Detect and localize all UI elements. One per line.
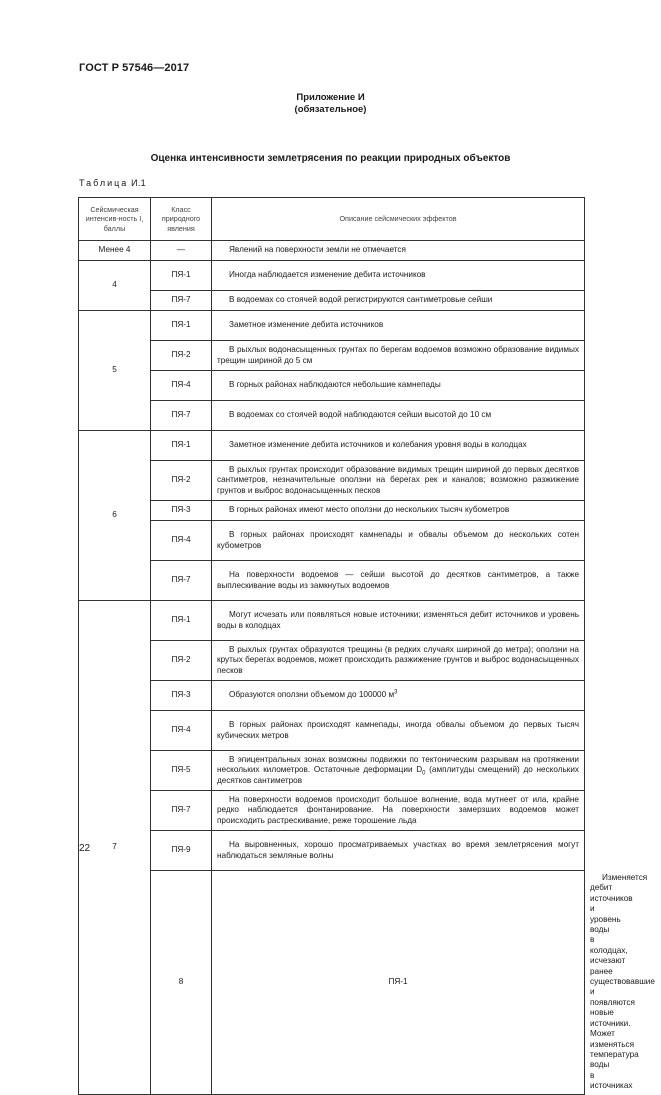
intensity-cell: 8 — [151, 871, 212, 1095]
table-row — [79, 261, 585, 291]
class-cell: ПЯ-7 — [151, 401, 212, 431]
description-cell: Явлений на поверхности земли не отмечается — [212, 241, 585, 261]
class-cell: ПЯ-2 — [151, 641, 212, 681]
document-title: Оценка интенсивности землетрясения по реакции природных объектов — [150, 153, 511, 164]
description-text: В эпицентральных зонах возможны подвижки по тектоническим разрывам на протяжении нескольких километров. Остаточные деформации D — [217, 754, 579, 775]
table-row — [79, 521, 585, 561]
table-row — [79, 601, 585, 641]
description-text-tail: (амплитуды смещений) до нескольких десятков сантиметров — [217, 765, 580, 785]
description-cell — [212, 751, 585, 791]
table-row — [79, 401, 585, 431]
column-header-intensity: Сейсмическая интенсив-ность I, баллы — [79, 198, 151, 241]
class-cell: ПЯ-2 — [151, 341, 212, 371]
table-header-row — [79, 198, 585, 241]
class-cell: ПЯ-7 — [151, 291, 212, 311]
description-cell: В водоемах со стоячей водой наблюдаются сейши высотой до 10 см — [212, 401, 585, 431]
description-cell: Иногда наблюдается изменение дебита источников — [212, 261, 585, 291]
description-cell: Заметное изменение дебита источников — [212, 311, 585, 341]
class-cell: ПЯ-5 — [151, 751, 212, 791]
seismic-effects-table — [78, 197, 655, 1095]
intensity-cell: 6 — [79, 431, 151, 601]
table-row — [79, 711, 585, 751]
table-row — [79, 461, 585, 501]
table-row — [79, 831, 585, 871]
standard-code: ГОСТ Р 57546—2017 — [79, 62, 190, 74]
page-number: 22 — [79, 843, 91, 854]
table-row — [79, 501, 585, 521]
subscript-0: 0 — [422, 770, 426, 777]
class-cell: ПЯ-1 — [151, 601, 212, 641]
description-cell: В водоемах со стоячей водой регистрируются сантиметровые сейши — [212, 291, 585, 311]
column-header-class: Класс природного явления — [151, 198, 212, 241]
description-cell: В рыхлых грунтах образуются трещины (в редких случаях шириной до метра); оползни на крутых берегах водоемов, может происходить разжижение грунтов и выброс водонасыщенных песков — [212, 641, 585, 681]
class-cell: ПЯ-4 — [151, 371, 212, 401]
description-cell — [212, 681, 585, 711]
intensity-cell: 4 — [79, 261, 151, 311]
description-cell: На поверхности водоемов — сейши высотой до десятков сантиметров, а также выплескивание воды из замкнутых водоемов — [212, 561, 585, 601]
intensity-cell: Менее 4 — [79, 241, 151, 261]
description-cell: В горных районах имеют место оползни до нескольких тысяч кубометров — [212, 501, 585, 521]
description-cell: В рыхлых водонасыщенных грунтах по берегам водоемов возможно образование видимых трещин шириной до 5 см — [212, 341, 585, 371]
description-cell: На поверхности водоемов происходит большое волнение, вода мутнеет от ила, крайне редко наблюдается фонтанирование. На поверхности замерзших водоемов может происходить растрескивание, реже торошение льда — [212, 791, 585, 831]
annex-status: (обязательное) — [294, 104, 367, 115]
class-cell: ПЯ-4 — [151, 711, 212, 751]
table-row — [79, 561, 585, 601]
table-caption-word: Таблица — [79, 178, 129, 188]
description-cell: В горных районах наблюдаются небольшие камнепады — [212, 371, 585, 401]
description-cell: В рыхлых грунтах происходит образование видимых трещин шириной до первых десятков сантиметров, незначительные оползни на берегах рек и каналов; возможно разжижение грунтов и выброс водонасыщенных песков — [212, 461, 585, 501]
table-row — [79, 641, 585, 681]
class-cell: ПЯ-7 — [151, 561, 212, 601]
class-cell: ПЯ-1 — [151, 311, 212, 341]
class-cell: ПЯ-1 — [151, 431, 212, 461]
table-row — [79, 291, 585, 311]
table-caption-number: И.1 — [131, 178, 146, 188]
class-cell: ПЯ-3 — [151, 501, 212, 521]
description-cell: Заметное изменение дебита источников и колебания уровня воды в колодцах — [212, 431, 585, 461]
class-cell: ПЯ-1 — [151, 261, 212, 291]
description-cell: В горных районах происходят камнепады и обвалы объемом до нескольких сотен кубометров — [212, 521, 585, 561]
description-text: Образуются оползни объемом до 100000 м — [229, 690, 395, 700]
class-cell: ПЯ-4 — [151, 521, 212, 561]
table-row — [79, 311, 585, 341]
table-row — [79, 681, 585, 711]
description-cell: В горных районах происходят камнепады, иногда обвалы объемом до первых тысяч кубических метров — [212, 711, 585, 751]
column-header-description: Описание сейсмических эффектов — [212, 198, 585, 241]
annex-heading — [0, 92, 661, 116]
class-cell: ПЯ-7 — [151, 791, 212, 831]
table-row — [79, 791, 585, 831]
description-cell: На выровненных, хорошо просматриваемых участках во время землетрясения могут наблюдаться земляные волны — [212, 831, 585, 871]
table-row — [79, 241, 585, 261]
intensity-cell: 5 — [79, 311, 151, 431]
table-caption — [79, 178, 146, 188]
annex-title: Приложение И — [296, 92, 365, 103]
table-row — [79, 431, 585, 461]
class-cell: ПЯ-2 — [151, 461, 212, 501]
class-cell: — — [151, 241, 212, 261]
table-row — [79, 751, 585, 791]
intensity-cell: 7 — [79, 601, 151, 1095]
table-row: 8 ПЯ-1 Изменяется дебит источников и уровень воды в колодцах, исчезают ранее существовавшие и появляются новые источники. Может изменяться температура воды в источниках — [79, 871, 585, 1095]
class-cell: ПЯ-9 — [151, 831, 212, 871]
description-cell: Могут исчезать или появляться новые источники; изменяться дебит источников и уровень воды в колодцах — [212, 601, 585, 641]
table-row — [79, 371, 585, 401]
superscript-3: 3 — [394, 689, 398, 696]
table-row — [79, 341, 585, 371]
class-cell: ПЯ-1 — [212, 871, 585, 1095]
class-cell: ПЯ-3 — [151, 681, 212, 711]
